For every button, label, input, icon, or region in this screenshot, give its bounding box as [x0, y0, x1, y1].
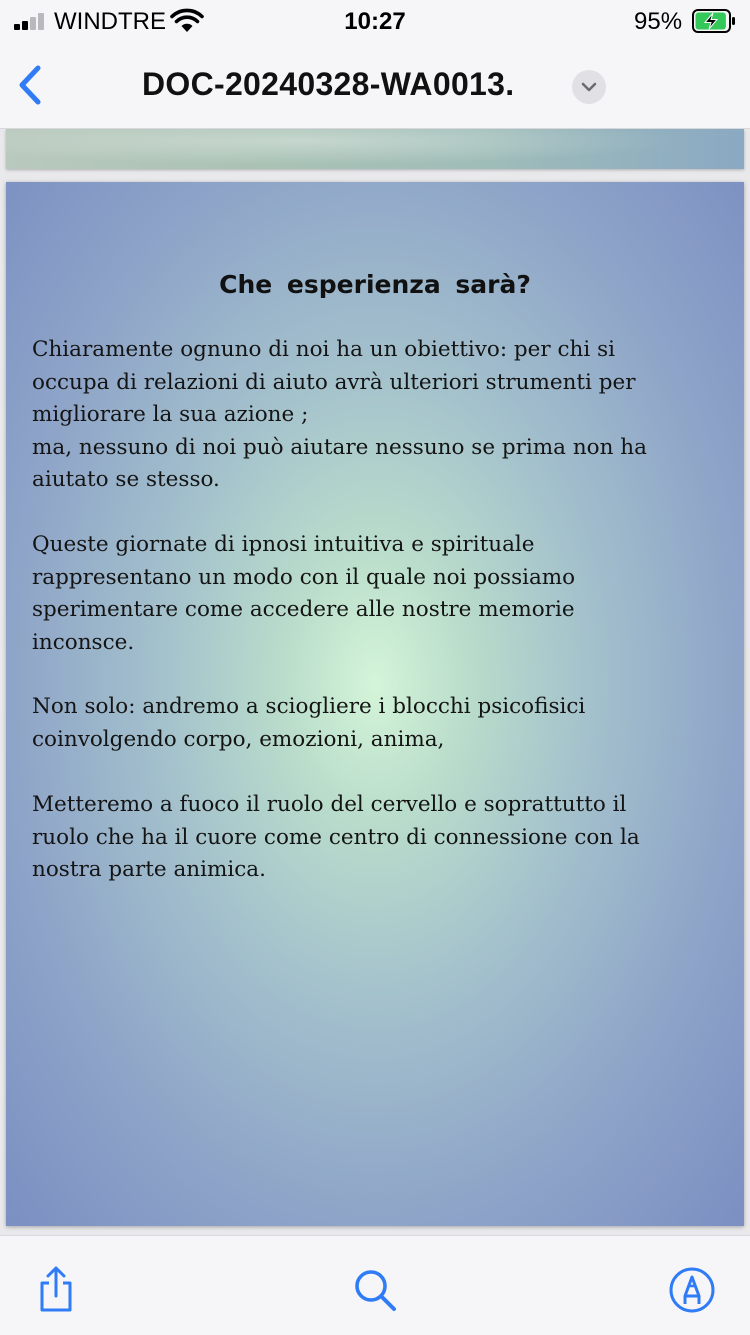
- document-viewer[interactable]: [0, 129, 750, 1235]
- paragraph-line: migliorare la sua azione ;: [32, 402, 309, 428]
- chevron-down-icon: [580, 79, 598, 95]
- bottom-toolbar: [0, 1235, 750, 1335]
- signal-icon: [14, 12, 48, 30]
- battery-percent: 95%: [634, 8, 683, 35]
- page-heading: Che esperienza sarà?: [219, 270, 531, 299]
- paragraph-line: inconsce.: [32, 629, 135, 655]
- document-title[interactable]: DOC-20240328-WA0013.: [142, 66, 515, 102]
- paragraph-line: occupa di relazioni di aiuto avrà ulteriori strumenti per: [32, 369, 636, 395]
- battery-charging-icon: [692, 9, 736, 33]
- search-icon[interactable]: [351, 1266, 399, 1314]
- paragraph-line: ruolo che ha il cuore come centro di connessione con la: [32, 824, 640, 850]
- markup-icon[interactable]: [668, 1266, 716, 1314]
- paragraph-line: Metteremo a fuoco il ruolo del cervello e soprattutto il: [32, 792, 627, 817]
- paragraph-line: nostra parte animica.: [32, 857, 266, 883]
- paragraph-line: ma, nessuno di noi può aiutare nessuno se prima non ha: [32, 434, 647, 460]
- carrier-label: WINDTRE: [54, 8, 166, 35]
- status-bar: [0, 0, 750, 44]
- paragraph-line: coinvolgendo corpo, emozioni, anima,: [32, 726, 445, 752]
- document-page[interactable]: [6, 182, 744, 1226]
- title-menu-button[interactable]: [572, 70, 606, 104]
- clock: 10:27: [344, 8, 406, 35]
- paragraph: [32, 529, 722, 659]
- paragraph-line: Non solo: andremo a sciogliere i blocchi psicofisici: [32, 694, 586, 719]
- wifi-icon: [170, 8, 204, 34]
- chevron-left-icon[interactable]: [14, 62, 50, 108]
- paragraph-line: sperimentare come accedere alle nostre memorie: [32, 597, 575, 623]
- share-icon[interactable]: [32, 1266, 80, 1314]
- paragraph-line: Chiaramente ognuno di noi ha un obiettivo: per chi si: [32, 337, 616, 362]
- paragraph-line: aiutato se stesso.: [32, 467, 220, 493]
- paragraph: [32, 334, 722, 497]
- navigation-bar: [0, 44, 750, 129]
- paragraph: [32, 691, 722, 756]
- paragraph-line: Queste giornate di ipnosi intuitiva e spirituale: [32, 532, 535, 557]
- previous-page-thumbnail[interactable]: [6, 129, 744, 169]
- paragraph: [32, 789, 722, 887]
- paragraph-line: rappresentano un modo con il quale noi possiamo: [32, 564, 576, 590]
